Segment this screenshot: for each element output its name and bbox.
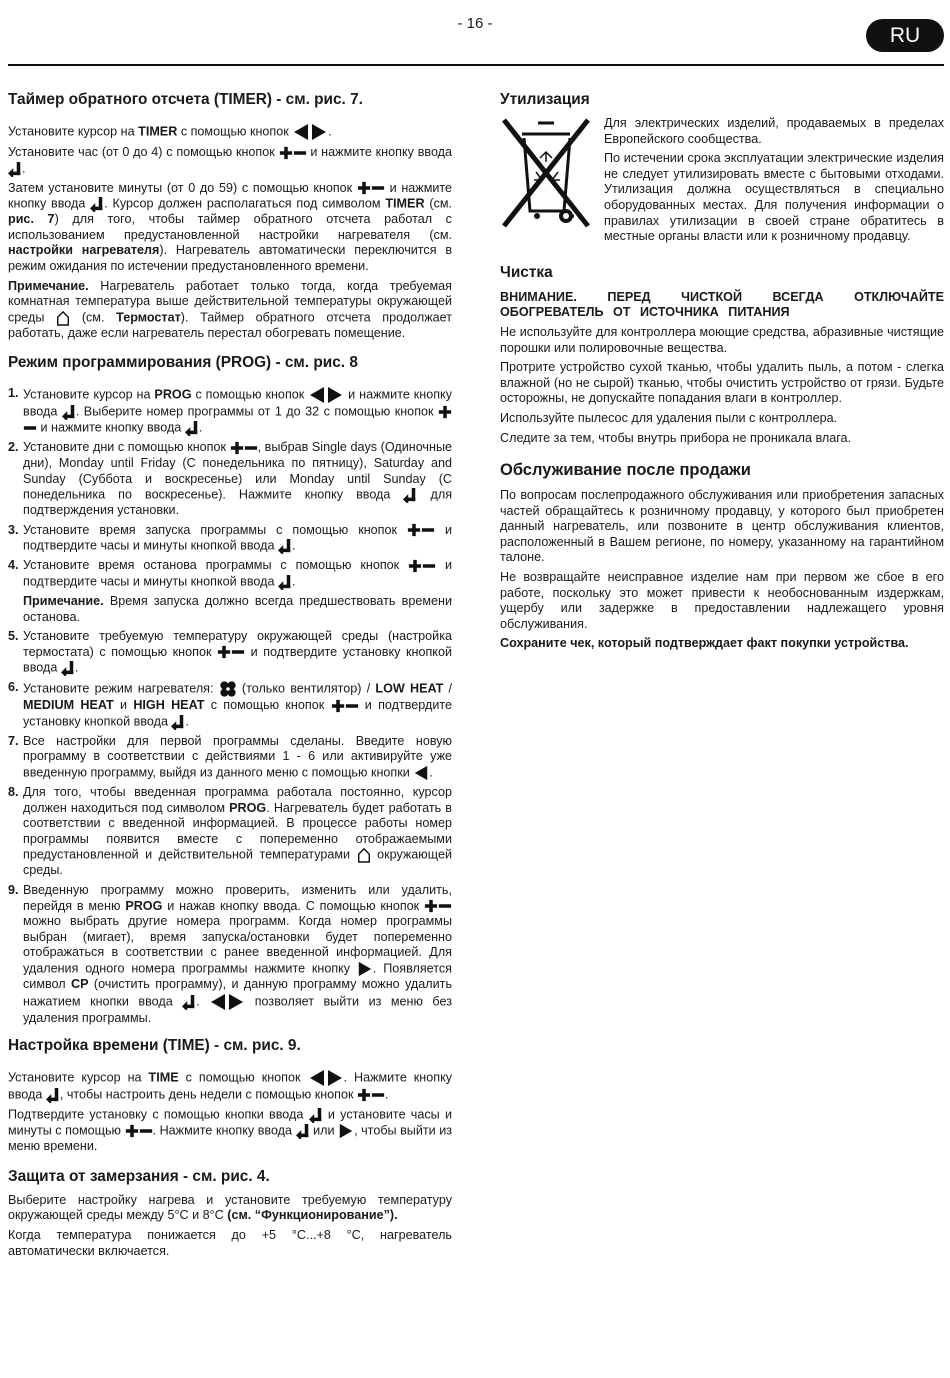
minus-icon — [421, 523, 435, 537]
text: (см. — [81, 310, 105, 325]
text: с помощью кнопок — [180, 124, 289, 139]
enter-icon — [185, 420, 199, 436]
disposal-block — [500, 116, 944, 249]
minus-icon — [139, 1124, 153, 1138]
arrow-left-icon — [308, 386, 326, 404]
disposal-paragraph-2: По истечении срока эксплуатации электрические изделия не следует утилизировать вместе с бытовыми отходами. Утилизация должна осуществляться в специально оборудованных местах. Для получения информации о правилах утилизации в своей стране обратитесь в местные органы власти или к розничному продавцу. — [604, 151, 944, 244]
text: Время запуска должно всегда предшествовать времени останова. — [23, 593, 453, 624]
language-badge: RU — [866, 19, 944, 52]
text: / — [448, 681, 453, 696]
text: и установите часы и минуты с помощью — [8, 1107, 453, 1138]
text: Примечание. — [8, 278, 89, 293]
text: и подтвердите часы и минуты кнопкой ввода — [23, 558, 453, 589]
text: (очистить программу), и данную программу можно удалить нажатием кнопки ввода — [23, 977, 453, 1008]
enter-icon — [278, 574, 292, 590]
prog-heading: Режим программирования (PROG) - см. рис. 8 — [8, 354, 358, 372]
enter-icon — [182, 994, 196, 1010]
enter-icon — [296, 1123, 310, 1139]
text: Установите курсор на — [8, 124, 135, 139]
disposal-paragraph-1: Для электрических изделий, продаваемых в пределах Европейского сообщества. — [604, 116, 944, 146]
plus-icon — [438, 405, 452, 419]
minus-icon — [438, 899, 452, 913]
prog-steps — [8, 386, 452, 1026]
text: можно выбрать другие номера программ. Когда номер программы выбран (мигает), время запуска/остановки будет попеременно отображаться в соответствии с ранее введенной информацией. Для удаления одного номера программы нажмите кнопку — [23, 914, 452, 976]
text: с помощью кнопок — [195, 387, 305, 402]
plus-icon — [408, 559, 422, 573]
disposal-section — [500, 90, 944, 249]
text: TIME — [148, 1070, 179, 1085]
service-paragraph-3: Сохраните чек, который подтверждает факт покупки устройства. — [500, 636, 909, 651]
arrow-left-icon — [209, 993, 227, 1011]
text: , выбрав Single days (Одиночные дни), Monday until Friday (С понедельника по пятницу), Saturday and Sunday (Суббота и воскресенье) или Monday until Sunday (С понедельника по воскресенье). Нажмите кнопку ввода — [23, 440, 452, 502]
cleaning-heading: Чистка — [500, 263, 553, 281]
prog-step: 4. Установите время останова программы с помощью кнопок и подтвердите часы и минуты кнопкой ввода . Примечание. Время запуска должно всегда предшествовать времени останова. — [8, 558, 453, 624]
text: и подтвердите установку кнопкой ввода — [23, 698, 453, 729]
plus-icon — [217, 645, 231, 659]
fan-icon — [219, 680, 237, 698]
prog-step: 7. Все настройки для первой программы сделаны. Введите новую программу в соответствии с действиями 1 - 6 или активируйте уже введенную программу, выйдя из данного меню с помощью кнопки . — [8, 733, 452, 780]
timer-heading: Таймер обратного отсчета (TIMER) - см. рис. 7. — [8, 91, 363, 108]
arrow-left-icon — [308, 1069, 326, 1087]
text: Затем установите минуты (от 0 до 59) с помощью кнопок — [8, 180, 353, 195]
text: рис. 7 — [8, 212, 55, 227]
text: , чтобы выйти из меню времени. — [8, 1123, 453, 1154]
text: (только вентилятор) / — [241, 681, 371, 696]
minus-icon — [345, 699, 359, 713]
text: MEDIUM HEAT — [23, 698, 114, 713]
arrow-right-icon — [310, 123, 328, 141]
text: (см. — [429, 196, 453, 211]
enter-icon — [61, 660, 75, 676]
service-paragraph-1: По вопросам послепродажного обслуживания или приобретения запасных частей обращайтесь к розничному продавцу, у которого был приобретен данный нагреватель, или позвоните в центр обслуживания клиентов, расположенный в Вашем регионе, по номеру, указанному на гарантийном талоне. — [500, 488, 944, 565]
text: TIMER — [385, 196, 425, 211]
cleaning-section — [500, 263, 944, 446]
text: и подтвердите установку кнопкой ввода — [23, 644, 452, 675]
text: ) для того, чтобы таймер обратного отсчета работал с использованием предустановленной настройки нагревателя (см. — [8, 212, 452, 242]
frost-section — [8, 1167, 452, 1259]
text: Установите дни с помощью кнопок — [23, 440, 226, 455]
cleaning-paragraph-4: Следите за тем, чтобы внутрь прибора не проникала влага. — [500, 430, 852, 445]
prog-section — [8, 353, 452, 1026]
house-icon — [56, 310, 70, 326]
minus-icon — [244, 441, 258, 455]
text: Установите время останова программы с помощью кнопок — [23, 558, 400, 573]
text: . Выберите номер программы от 1 до 32 с помощью кнопок — [75, 404, 434, 419]
timer-section — [8, 90, 452, 341]
cleaning-paragraph-3: Используйте пылесос для удаления пыли с контроллера. — [500, 410, 838, 425]
timer-paragraph-1: Установите курсор на TIMER с помощью кнопок . — [8, 123, 452, 141]
minus-icon — [293, 146, 307, 160]
text: или — [313, 1123, 335, 1138]
text: Для того, чтобы введенная программа работала постоянно, курсор должен находиться под символом — [23, 785, 452, 815]
plus-icon — [424, 899, 438, 913]
minus-icon — [371, 181, 385, 195]
enter-icon — [171, 714, 185, 730]
time-section — [8, 1036, 452, 1155]
text: . Нажмите кнопку ввода — [8, 1070, 453, 1102]
prog-step: 8. Для того, чтобы введенная программа работала постоянно, курсор должен находиться под символом PROG. Нагреватель будет работать в соответствии с введенной информацией. В процессе работы номер программы появится вместе с попеременно отображаемыми предустановленной и действительной температурами окружающей среды. — [8, 785, 453, 878]
service-paragraph-2: Не возвращайте неисправное изделие нам при первом же сбое в его работе, поскольку это может привести к необоснованным издержкам, ущербу или задержке в предоставлении надлежащего уровня обслуживания. — [500, 570, 944, 631]
text: и подтвердите часы и минуты кнопкой ввода — [23, 522, 453, 553]
text: ). Нагреватель автоматически переключится в режим ожидания по истечении предустановленного времени. — [8, 243, 453, 273]
left-column — [8, 90, 452, 1263]
enter-icon — [278, 538, 292, 554]
text: настройки нагревателя — [8, 243, 160, 258]
text: и — [119, 698, 128, 713]
plus-icon — [125, 1124, 139, 1138]
frost-paragraph-2: Когда температура понижается до +5 °C...+8 °C, нагреватель автоматически включается. — [8, 1227, 452, 1258]
text: и нажав кнопку ввода. С помощью кнопок — [167, 898, 420, 913]
text: Установите час (от 0 до 4) с помощью кнопок — [8, 145, 275, 159]
plus-icon — [357, 181, 371, 195]
prog-step: 6. Установите режим нагревателя: (только вентилятор) / LOW HEAT / MEDIUM HEAT и HIGH HEAT с помощью кнопок и подтвердите установку кнопкой ввода . — [8, 680, 452, 730]
disposal-heading: Утилизация — [500, 91, 590, 108]
enter-icon — [62, 404, 76, 420]
time-paragraph-1: Установите курсор на TIME с помощью кнопок . Нажмите кнопку ввода , чтобы настроить день недели с помощью кнопок . — [8, 1069, 452, 1103]
arrow-right-icon — [227, 993, 245, 1011]
text: Введенную программу можно проверить, изменить или удалить, перейдя в меню — [23, 883, 452, 913]
prog-step: 3. Установите время запуска программы с помощью кнопок и подтвердите часы и минуты кнопкой ввода . — [8, 523, 452, 555]
text: и нажмите кнопку ввода — [8, 180, 453, 211]
text: и нажмите кнопку ввода — [23, 387, 453, 419]
arrow-right-icon — [338, 1123, 354, 1139]
text: . Появляется символ — [23, 961, 452, 991]
text: Установите курсор на — [8, 1070, 142, 1085]
page-number: - 16 - — [457, 15, 493, 32]
text: PROG — [125, 898, 163, 913]
text: , чтобы настроить день недели с помощью кнопок — [59, 1087, 354, 1102]
text: . Нажмите кнопку ввода — [152, 1123, 293, 1138]
minus-icon — [422, 559, 436, 573]
arrow-left-icon — [413, 765, 429, 781]
enter-icon — [90, 196, 104, 212]
text: для подтверждения установки. — [23, 487, 453, 518]
time-paragraph-2 — [8, 1107, 452, 1155]
timer-note — [8, 279, 452, 342]
service-heading: Обслуживание после продажи — [500, 461, 751, 480]
minus-icon — [231, 645, 245, 659]
text: . Курсор должен располагаться под символом — [104, 196, 381, 211]
plus-icon — [331, 699, 345, 713]
text: Установите курсор на — [23, 387, 151, 402]
cleaning-paragraph-1: Не используйте для контроллера моющие средства, абразивные чистящие порошки или полировочные вещества. — [500, 324, 944, 355]
timer-paragraph-3 — [8, 181, 452, 275]
header-rule — [8, 64, 944, 66]
cleaning-paragraph-2: Протрите устройство сухой тканью, чтобы удалить пыль, а потом - слегка влажной (но не сырой) тканью, чтобы очистить устройство от грязи. Будьте осторожны, не допускайте попадания влаги в контроллер. — [500, 360, 944, 406]
text: с помощью кнопок — [210, 698, 325, 713]
plus-icon — [407, 523, 421, 537]
text: и нажмите кнопку ввода — [310, 145, 453, 159]
arrow-right-icon — [326, 386, 344, 404]
text: Установите требуемую температуру окружающей среды (настройка термостата) с помощью кнопок — [23, 629, 452, 659]
text: Установите режим нагревателя: — [23, 681, 214, 696]
prog-step: 1. Установите курсор на PROG с помощью кнопок и нажмите кнопку ввода . Выберите номер программы от 1 до 32 с помощью кнопок и нажмите кнопку ввода . — [8, 386, 452, 436]
cleaning-warning: ВНИМАНИЕ. ПЕРЕД ЧИСТКОЙ ВСЕГДА ОТКЛЮЧАЙТЕ ОБОГРЕВАТЕЛЬ ОТ ИСТОЧНИКА ПИТАНИЯ — [500, 289, 944, 320]
arrow-right-icon — [326, 1069, 344, 1087]
prog-step-note — [23, 594, 452, 625]
text: ). Таймер обратного отсчета продолжает работать, даже если нагреватель перестал обогревать помещение. — [8, 310, 453, 340]
crossed-out-bin-icon — [500, 116, 592, 234]
text: Подтвердите установку с помощью кнопки ввода — [8, 1107, 304, 1122]
text: позволяет выйти из меню без удаления программы. — [23, 993, 453, 1025]
prog-step: 5. Установите требуемую температуру окружающей среды (настройка термостата) с помощью кнопок и подтвердите установку кнопкой ввода . — [8, 629, 452, 676]
text: Выберите настройку нагрева и установите требуемую температуру окружающей среды между 5°C и 8°C — [8, 1192, 452, 1223]
enter-icon — [8, 161, 22, 177]
text: TIMER — [138, 124, 178, 139]
prog-step: 2. Установите дни с помощью кнопок , выбрав Single days (Одиночные дни), Monday until Friday (С понедельника по пятницу), Saturday and Sunday (Суббота и воскресенье) или Monday until Sunday (С понедельника по воскресенье). Нажмите кнопку ввода для подтверждения установки. — [8, 440, 453, 518]
house-icon — [357, 847, 371, 863]
arrow-left-icon — [292, 123, 310, 141]
text: и нажмите кнопку ввода — [40, 420, 182, 435]
text: Установите время запуска программы с помощью кнопок — [23, 522, 397, 537]
text: (см. “Функционирование”). — [227, 1208, 398, 1223]
enter-icon — [403, 487, 417, 503]
timer-paragraph-2: Установите час (от 0 до 4) с помощью кнопок и нажмите кнопку ввода . — [8, 145, 452, 177]
text: Термостат — [116, 310, 181, 325]
text: Нагреватель работает только тогда, когда требуемая комнатная температура выше действительной температуры окружающей среды — [8, 278, 453, 325]
text: окружающей среды. — [23, 847, 453, 878]
frost-paragraph-1 — [8, 1193, 452, 1224]
enter-icon — [46, 1087, 60, 1103]
minus-icon — [23, 421, 37, 435]
frost-heading: Защита от замерзания - см. рис. 4. — [8, 1167, 270, 1185]
enter-icon — [309, 1107, 323, 1123]
plus-icon — [279, 146, 293, 160]
prog-step: 9. Введенную программу можно проверить, изменить или удалить, перейдя в меню PROG и нажав кнопку ввода. С помощью кнопок можно выбрать другие номера программ. Когда номер программы выбран (мигает), время запуска/остановки будет попеременно отображаться в соответствии с ранее введенной информацией. Для удаления одного номера программы нажмите кнопку . Появляется символ CP (очистить программу), и данную программу можно удалить нажатием кнопки ввода . позволяет выйти из меню без удаления программы. — [8, 883, 453, 1025]
text: LOW HEAT — [375, 681, 444, 696]
arrow-right-icon — [357, 961, 373, 977]
disposal-text — [604, 116, 944, 249]
text: HIGH HEAT — [133, 698, 205, 713]
time-heading: Настройка времени (TIME) - см. рис. 9. — [8, 1037, 301, 1055]
text: Все настройки для первой программы сделаны. Введите новую программу в соответствии с действиями 1 - 6 или активируйте уже введенную программу, выйдя из данного меню с помощью кнопки — [23, 733, 452, 780]
text: с помощью кнопок — [185, 1070, 301, 1085]
minus-icon — [371, 1088, 385, 1102]
text: PROG — [229, 800, 267, 815]
right-column — [500, 90, 944, 656]
plus-icon — [357, 1088, 371, 1102]
service-section — [500, 460, 944, 652]
text: CP — [71, 977, 89, 991]
plus-icon — [230, 441, 244, 455]
text: . Нагреватель будет работать в соответствии с введенной информацией. В процессе работы номер программы появится вместе с попеременно отображаемыми предустановленной и действительной температурами — [23, 800, 453, 862]
text: Примечание. — [23, 593, 104, 608]
text: PROG — [154, 387, 192, 402]
